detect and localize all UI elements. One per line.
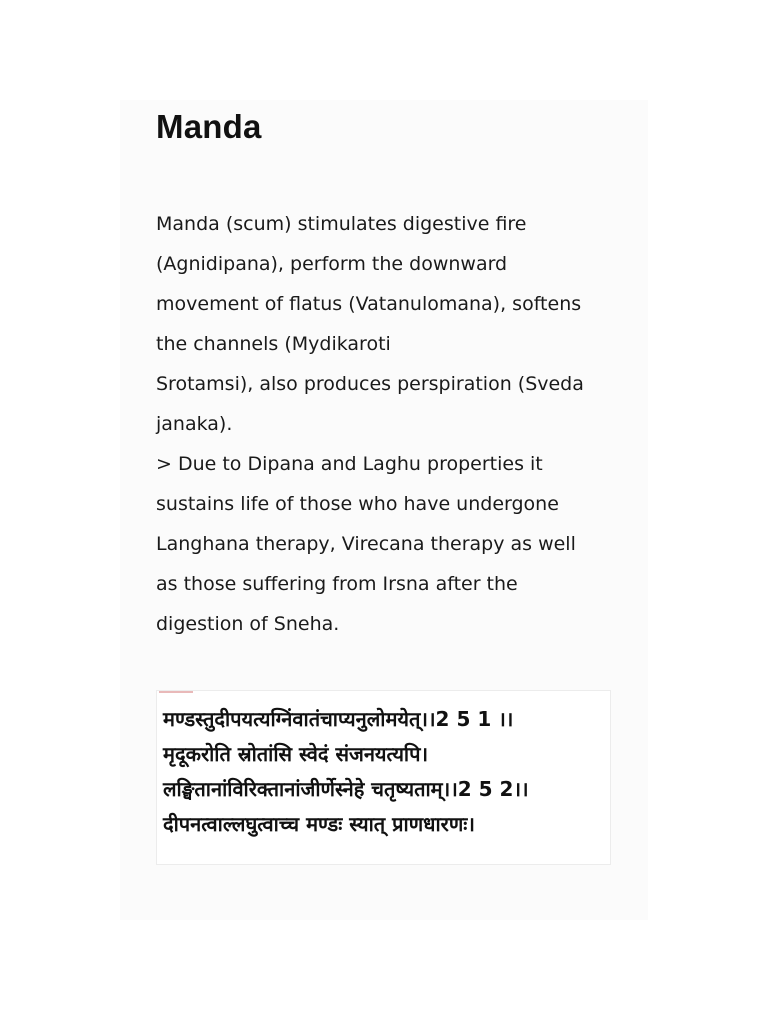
verse-line: मृदूकरोति स्रोतांसि स्वेदं संजनयत्यपि। [163,742,429,766]
paragraph-line: janaka). [156,413,233,435]
paragraph-line: sustains life of those who have undergone [156,493,559,515]
verse-line: मण्डस्तुदीपयत्यग्निंवातंचाप्यनुलोमयेत्।।2 5 1 ।। [163,707,514,731]
paragraph-line: Manda (scum) stimulates digestive fire [156,213,527,235]
paragraph-line: Langhana therapy, Virecana therapy as well [156,533,576,555]
paragraph-line: the channels (Mydikaroti [156,333,391,355]
paragraph-line: digestion of Sneha. [156,613,340,635]
paragraph-line: as those suffering from Irsna after the [156,573,518,595]
paragraph-line: Srotamsi), also produces perspiration (Sveda [156,373,584,395]
verse-line: दीपनत्वाल्लघुत्वाच्च मण्डः स्यात् प्राणधारणः। [163,812,475,836]
sanskrit-verse-image [156,690,611,865]
page-title: Manda [156,108,262,145]
verse-line: लङ्घितानांविरिक्तानांजीर्णेस्नेहे चतृष्यताम्।।2 5 2।। [163,777,529,801]
paragraph-line: movement of flatus (Vatanulomana), softens [156,293,582,315]
paragraph-line: > Due to Dipana and Laghu properties it [156,453,543,475]
paragraph-line: (Agnidipana), perform the downward [156,253,508,275]
image-edge-mark [159,691,193,693]
description-paragraph [156,204,626,644]
